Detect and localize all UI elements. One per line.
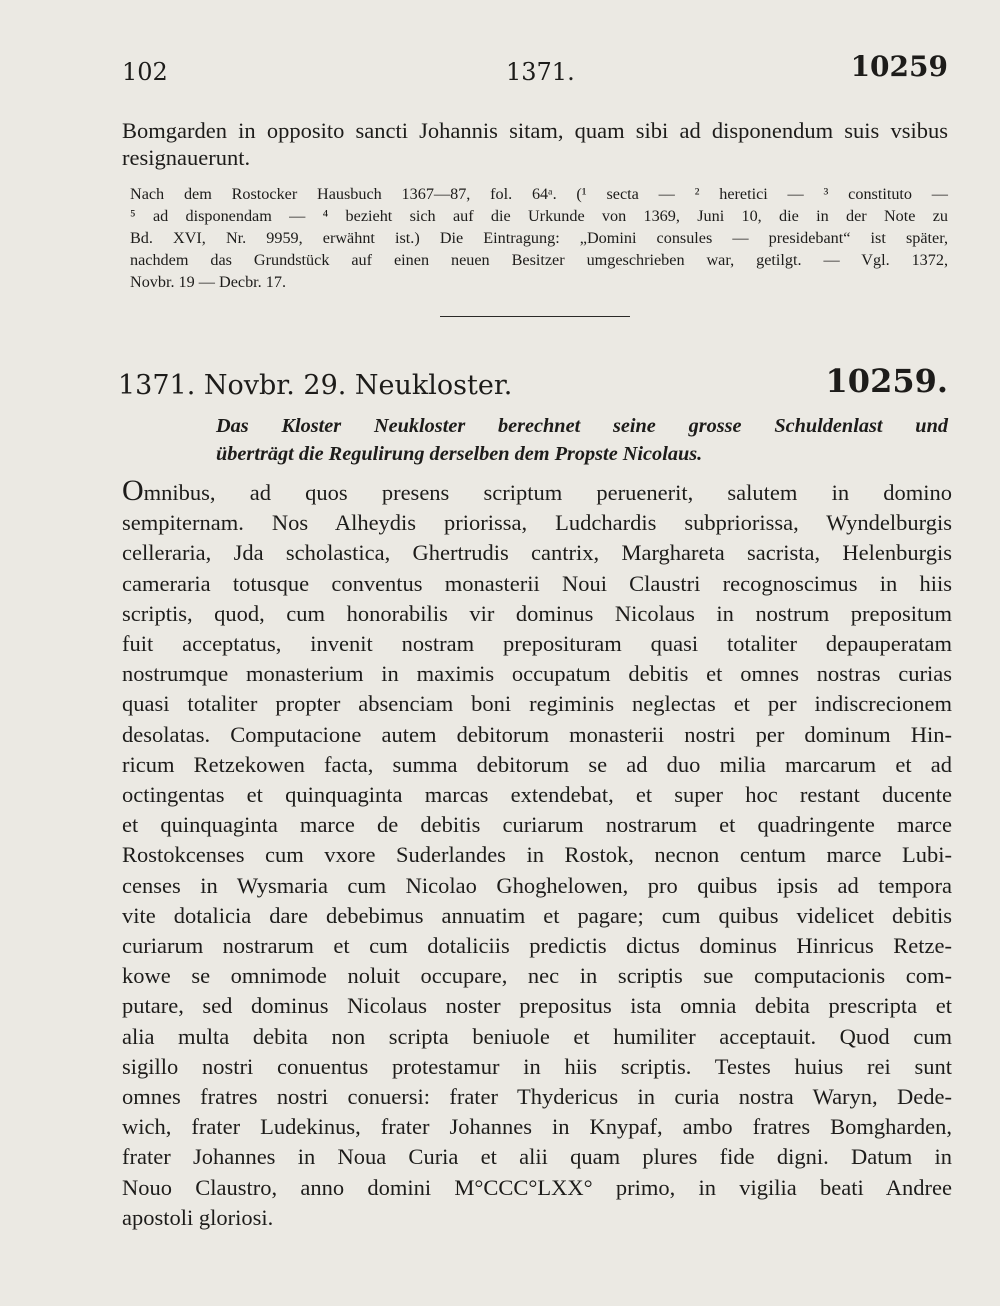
note-line: nachdem das Grundstück auf einen neuen Besitzer umgeschrieben war, getilgt. — Vgl. 1372, [130,251,948,269]
charter-line: omnes fratres nostri conuersi: frater Thydericus in curia nostra Waryn, Dede- [122,1084,952,1110]
document-heading [118,362,948,402]
document-summary [216,412,948,468]
charter-line: censes in Wysmaria cum Nicolao Ghoghelowen, pro quibus ipsis ad tempora [122,872,952,898]
charter-line: sigillo nostri conuentus protestamur in hiis scriptis. Testes huius rei sunt [122,1053,952,1079]
charter-line: wich, frater Ludekinus, frater Johannes in Knypaf, ambo fratres Bomgharden, [122,1114,952,1140]
note-line: ⁵ ad disponendam — ⁴ bezieht sich auf die Urkunde von 1369, Juni 10, die in der Note zu [130,207,948,225]
charter-line: alia multa debita non scripta beniuole et humiliter acceptauit. Quod cum [122,1023,952,1049]
charter-line: frater Johannes in Noua Curia et alii quam plures fide digni. Datum in [122,1144,952,1170]
charter-line: putare, sed dominus Nicolaus noster prepositus ista omnia debita prescripta et [122,993,952,1019]
charter-line: vite dotalicia dare debebimus annuatim et pagare; cum quibus videlicet debitis [122,902,952,928]
carry-over-paragraph: Bomgarden in opposito sancti Johannis sitam, quam sibi ad disponendum suis vsibus resignauerunt. [122,118,948,170]
charter-line: et quinquaginta marce de debitis curiarum nostrarum et quadringente marce [122,812,952,838]
initial-letter: O [122,474,144,507]
summary-line: überträgt die Regulirung derselben dem Propste Nicolaus. [216,443,703,465]
charter-line: desolatas. Computacione autem debitorum monasterii nostri per dominum Hin- [122,721,952,747]
summary-line: Das Kloster Neukloster berechnet seine grosse Schuldenlast und [216,415,948,437]
running-document-number: 10259 [850,50,948,83]
document-number: 10259. [825,362,948,400]
charter-line: sempiternam. Nos Alheydis priorissa, Ludchardis subpriorissa, Wyndelburgis [122,510,952,536]
charter-line: scriptis, quod, cum honorabilis vir dominus Nicolaus in nostrum prepositum [122,600,952,626]
charter-first-line [122,474,952,508]
charter-line: Rostokcenses cum vxore Suderlandes in Rostok, necnon centum marce Lubi- [122,842,952,868]
note-line: Nach dem Rostocker Hausbuch 1367—87, fol. 64ᵃ. (¹ secta — ² heretici — ³ constituto — [130,185,948,203]
charter-line: curiarum nostrarum et cum dotaliciis predictis dictus dominus Hinricus Retze- [122,933,952,959]
charter-line: kowe se omnimode noluit occupare, nec in scriptis sue computacionis com- [122,963,952,989]
first-line-text: mnibus, ad quos presens scriptum peruenerit, salutem in domino [143,480,952,505]
running-header [122,50,948,90]
charter-line: fuit acceptatus, invenit nostram preposituram quasi totaliter depauperatam [122,631,952,657]
document-date-place: 1371. Novbr. 29. Neukloster. [118,370,513,401]
charter-line: octingentas et quinquaginta marcas extendebat, et super hoc restant ducente [122,782,952,808]
note-line: Novbr. 19 — Decbr. 17. [130,273,287,291]
running-year: 1371. [506,58,575,86]
charter-line: celleraria, Jda scholastica, Ghertrudis cantrix, Marghareta sacrista, Helenburgis [122,540,952,566]
charter-line: nostrumque monasterium in maximis occupatum debitis et omnes nostras curias [122,661,952,687]
charter-text [122,474,952,1233]
charter-line: Nouo Claustro, anno domini M°CCC°LXX° primo, in vigilia beati Andree [122,1174,952,1200]
source-notes [130,183,948,293]
charter-line: cameraria totusque conventus monasterii Noui Claustri recognoscimus in hiis [122,570,952,596]
note-line: Bd. XVI, Nr. 9959, erwähnt ist.) Die Eintragung: „Domini consules — presidebant“ ist später, [130,229,948,247]
charter-line: quasi totaliter propter absenciam boni regiminis neglectas et per indiscrecionem [122,691,952,717]
charter-line: ricum Retzekowen facta, summa debitorum se ad duo milia marcarum et ad [122,751,952,777]
section-divider [440,316,630,317]
page-number: 102 [122,58,168,86]
charter-line: apostoli gloriosi. [122,1204,274,1230]
